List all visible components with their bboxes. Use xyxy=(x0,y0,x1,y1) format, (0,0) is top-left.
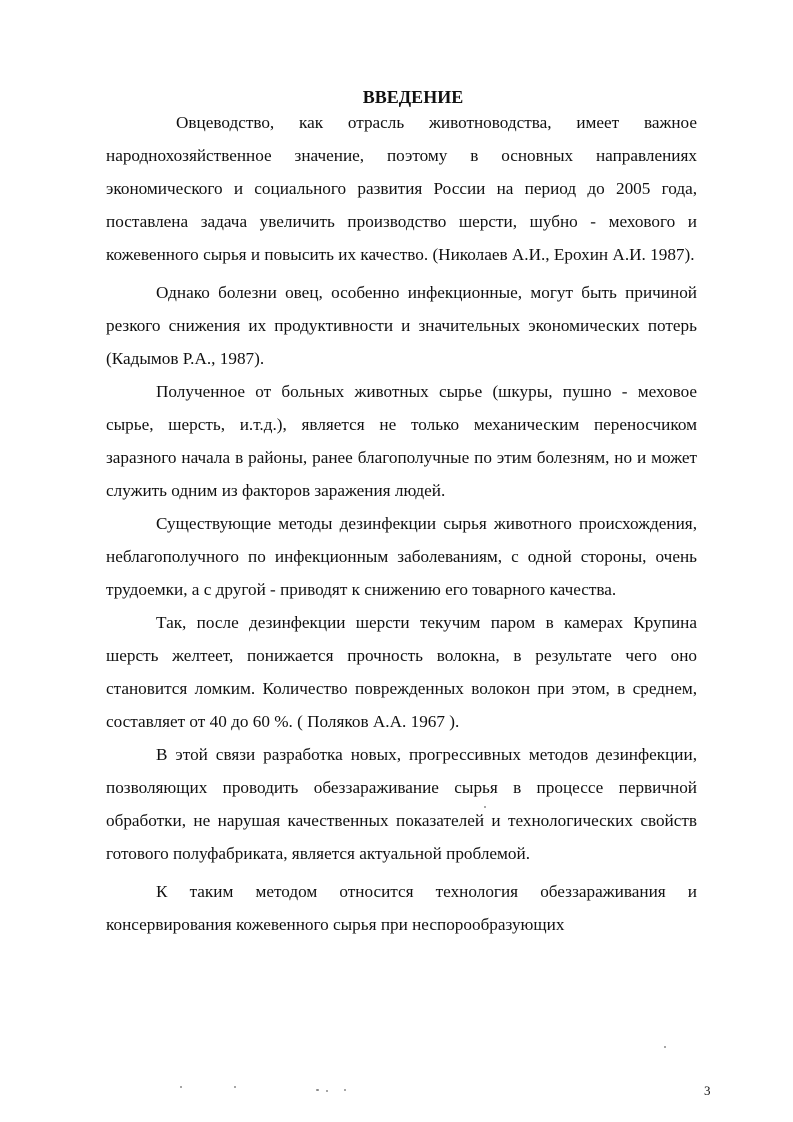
section-title: ВВЕДЕНИЕ xyxy=(362,87,464,107)
paragraph-2: Однако болезни овец, особенно инфекционные, могут быть причиной резкого снижения их продуктивности и значительных экономических потерь (Кадымов Р.А., 1987). xyxy=(106,283,697,368)
scan-speck xyxy=(316,1089,319,1091)
scan-speck xyxy=(664,1046,666,1048)
scan-speck xyxy=(484,806,486,808)
paragraph-6: В этой связи разработка новых, прогрессивных методов дезинфекции, позволяющих проводить обеззараживание сырья в процессе первичной обработки, не нарушая качественных показателей и технологических свойств готового полуфабриката, является актуальной проблемой. xyxy=(106,745,697,863)
paragraph-5: Так, после дезинфекции шерсти текучим паром в камерах Крупина шерсть желтеет, понижается прочность волокна, в результате чего оно становится ломким. Количество поврежденных волокон при этом, в среднем, составляет от 40 до 60 %. ( Поляков А.А. 1967 ). xyxy=(106,613,697,731)
paragraph-1: Овцеводство, как отрасль животноводства, имеет важное народнохозяйственное значение, поэтому в основных направлениях экономического и социального развития России на период до 2005 года, поставлена задача увеличить производство шерсти, шубно - мехового и кожевенного сырья и повысить их качество. (Николаев А.И., Ерохин А.И. 1987). xyxy=(106,113,697,264)
scan-speck xyxy=(180,1086,182,1088)
paragraph-3: Полученное от больных животных сырье (шкуры, пушно - меховое сырье, шерсть, и.т.д.), является не только механическим переносчиком заразного начала в районы, ранее благополучные по этим болезням, но и может служить одним из факторов заражения людей. xyxy=(106,382,697,500)
scan-speck xyxy=(326,1090,328,1092)
body-text xyxy=(106,106,697,941)
paragraph-7: К таким методом относится технология обеззараживания и консервирования кожевенного сырья при неспорообразующих xyxy=(106,882,697,934)
scan-speck xyxy=(234,1086,236,1088)
scan-speck xyxy=(344,1089,346,1091)
page-number: 3 xyxy=(704,1083,711,1098)
paragraph-4: Существующие методы дезинфекции сырья животного происхождения, неблагополучного по инфекционным заболеваниям, с одной стороны, очень трудоемки, а с другой - приводят к снижению его товарного качества. xyxy=(106,514,697,599)
